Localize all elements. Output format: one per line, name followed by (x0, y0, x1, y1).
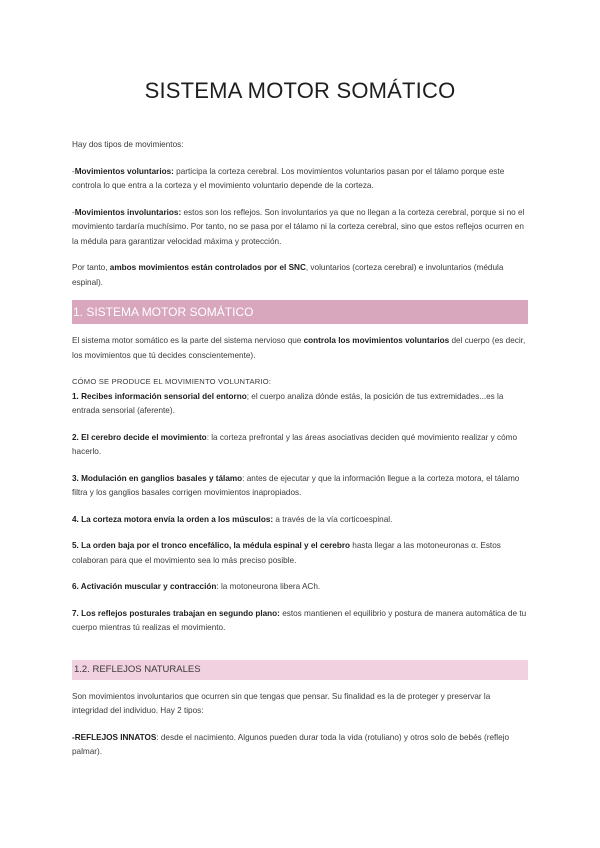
voluntary-paragraph (72, 165, 528, 194)
document-body (72, 138, 528, 760)
step-3 (72, 472, 528, 501)
step-1-text: ; el cuerpo analiza dónde estás, la posición de tus extremidades...es la entrada sensorial (aferente). (72, 391, 504, 415)
voluntary-text: participa la corteza cerebral. Los movimientos voluntarios pasan por el tálamo porque este controla lo que entra a la corteza y el movimiento voluntario depende de la corteza. (72, 166, 505, 190)
summary-post: , voluntarios (corteza cerebral) e involuntarios (médula espinal). (72, 263, 504, 287)
how-heading: CÓMO SE PRODUCE EL MOVIMIENTO VOLUNTARIO: (72, 377, 272, 386)
dash: - (72, 166, 75, 176)
intro-types: Hay dos tipos de movimientos: (72, 140, 184, 149)
innate-reflexes (72, 731, 528, 760)
step-6-text: : la motoneurona libera ACh. (216, 582, 321, 591)
reflexes-definition: Son movimientos involuntarios que ocurren sin que tengas que pensar. Su finalidad es la de proteger y preservar la integridad del individuo. Hay 2 tipos: (72, 691, 491, 715)
step-4 (72, 513, 528, 528)
involuntary-term: Movimientos involuntarios: (74, 207, 182, 217)
innate-reflexes-text: : desde el nacimiento. Algunos pueden durar toda la vida (rotuliano) y otros solo de bebés (reflejo palmar). (72, 732, 510, 756)
summary-paragraph (72, 261, 528, 290)
page-title: SISTEMA MOTOR SOMÁTICO (144, 78, 456, 103)
involuntary-text: estos son los reflejos. Son involuntarios ya que no llegan a la corteza cerebral, porque si no el movimiento tardaría muchísimo. Por tanto, no se pasa por el tálamo ni la corteza cerebral, sino que estos reflejos ocurren en la médula para garantizar velocidad máxima y protección. (72, 207, 525, 246)
step-6 (72, 580, 528, 595)
innate-reflexes-title: -REFLEJOS INNATOS (72, 732, 157, 742)
step-5-text: hasta llegar a las motoneuronas α. Estos colaboran para que el movimiento sea lo más preciso posible. (72, 541, 501, 565)
definition-paragraph (72, 334, 528, 363)
step-5-title: 5. La orden baja por el tronco encefálico, la médula espinal y el cerebro (72, 541, 351, 550)
step-1 (72, 390, 528, 419)
step-7-text: estos mantienen el equilibrio y postura de manera automática de tu cuerpo mientras tú realizas el movimiento. (72, 608, 527, 632)
step-2 (72, 431, 528, 460)
step-5 (72, 539, 528, 568)
step-2-text: : la corteza prefrontal y las áreas asociativas deciden qué movimiento realizar y cómo hacerlo. (72, 432, 518, 456)
step-7 (72, 607, 528, 636)
step-4-text: a través de la vía corticoespinal. (273, 514, 393, 524)
step-7-title: 7. Los reflejos posturales trabajan en segundo plano: (72, 608, 280, 618)
summary-bold: ambos movimientos están controlados por el SNC (109, 263, 306, 272)
section-heading-1-2-label: 1.2. REFLEJOS NATURALES (74, 664, 201, 675)
definition-pre: El sistema motor somático es la parte del sistema nervioso que (72, 336, 304, 345)
step-1-title: 1. Recibes información sensorial del entorno (72, 391, 247, 401)
definition-post: del cuerpo (es decir, los movimientos que tú decides conscientemente). (72, 336, 526, 360)
step-3-text: : antes de ejecutar y que la información llegue a la corteza motora, el tálamo filtra y los ganglios basales corrigen movimientos inapropiados. (72, 473, 520, 497)
step-3-title: 3. Modulación en ganglios basales y tálamo (72, 473, 243, 483)
section-heading-1-2 (72, 660, 528, 680)
step-4-title: 4. La corteza motora envía la orden a los músculos: (72, 514, 274, 524)
section-heading-1 (72, 300, 528, 324)
voluntary-term: Movimientos voluntarios: (74, 166, 174, 176)
involuntary-paragraph (72, 206, 528, 250)
summary-pre: Por tanto, (72, 263, 110, 272)
section-heading-1-label: 1. SISTEMA MOTOR SOMÁTICO (73, 305, 254, 319)
dash: - (72, 207, 75, 217)
step-2-title: 2. El cerebro decide el movimiento (72, 432, 207, 442)
step-6-title: 6. Activación muscular y contracción (72, 582, 217, 591)
definition-bold: controla los movimientos voluntarios (303, 336, 450, 345)
